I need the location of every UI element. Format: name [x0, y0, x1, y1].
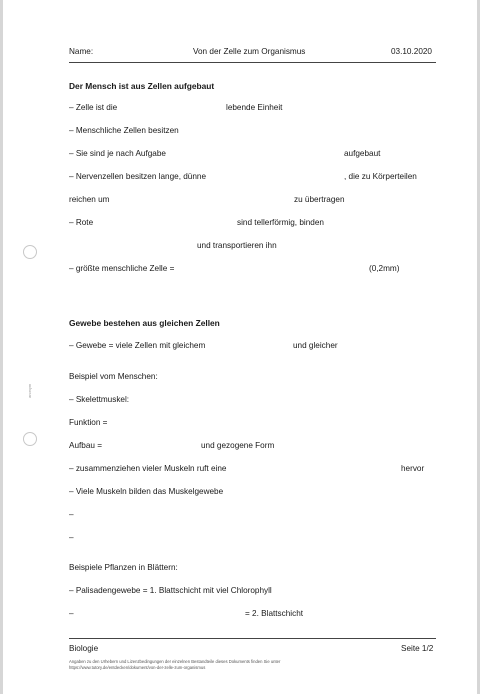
footer-page-number: Seite 1/2 [401, 644, 434, 653]
section1-heading: Der Mensch ist aus Zellen aufgebaut [69, 81, 215, 91]
s2-muscle-tissue: – Viele Muskeln bilden das Muskelgewebe [69, 487, 224, 496]
punch-hole-top [23, 245, 37, 259]
s2-structure-a: Aufbau = [69, 441, 103, 450]
s2-line1-a: – Gewebe = viele Zellen mit gleichem [69, 341, 206, 350]
s2-second-layer-b: = 2. Blattschicht [245, 609, 304, 618]
punch-hole-bottom [23, 432, 37, 446]
worksheet-date: 03.10.2020 [391, 47, 432, 56]
s1-line1-a: – Zelle ist die [69, 103, 118, 112]
s2-second-layer-a: – [69, 609, 74, 618]
side-label: anonym [27, 383, 32, 398]
s2-palisade: – Palisadengewebe = 1. Blattschicht mit viel Chlorophyll [69, 586, 272, 595]
s2-structure-b: und gezogene Form [201, 441, 275, 450]
s1-line4-a: – Nervenzellen besitzen lange, dünne [69, 172, 207, 181]
s2-skeletal-muscle: – Skelettmuskel: [69, 395, 130, 404]
s2-line1-b: und gleicher [293, 341, 338, 350]
header-rule [69, 62, 436, 63]
s1-line5-a: reichen um [69, 195, 110, 204]
s2-dash-1: – [69, 510, 74, 519]
footer-credits-link[interactable]: https://www.tutory.de/entdecken/dokument/von-der-zelle-zum-organismus [69, 665, 206, 670]
name-label: Name: [69, 47, 94, 56]
example-plants-label: Beispiele Pflanzen in Blättern: [69, 563, 178, 572]
s1-line8-b: (0,2mm) [369, 264, 400, 273]
s1-line1-b: lebende Einheit [226, 103, 283, 112]
footer-rule [69, 638, 436, 639]
s1-line6-a: – Rote [69, 218, 94, 227]
worksheet-page [3, 0, 477, 694]
s1-line5-b: zu übertragen [294, 195, 345, 204]
footer-credits-line1: Angaben zu den Urhebern und Lizenzbedingungen der einzelnen Bestandteile dieses Dokuments finden Sie unter [69, 659, 281, 664]
section2-heading: Gewebe bestehen aus gleichen Zellen [69, 318, 220, 328]
s1-line3-b: aufgebaut [344, 149, 381, 158]
s1-line3-a: – Sie sind je nach Aufgabe [69, 149, 166, 158]
s2-contract-b: hervor [401, 464, 425, 473]
s1-line7: und transportieren ihn [197, 241, 277, 250]
example-humans-label: Beispiel vom Menschen: [69, 372, 158, 381]
s1-line6-b: sind tellerförmig, binden [237, 218, 324, 227]
footer-subject: Biologie [69, 644, 99, 653]
s2-contract-a: – zusammenziehen vieler Muskeln ruft eine [69, 464, 227, 473]
s2-dash-2: – [69, 533, 74, 542]
worksheet-title: Von der Zelle zum Organismus [193, 47, 306, 56]
s1-line2: – Menschliche Zellen besitzen [69, 126, 179, 135]
s2-function: Funktion = [69, 418, 108, 427]
s1-line4-b: , die zu Körperteilen [344, 172, 417, 181]
s1-line8-a: – größte menschliche Zelle = [69, 264, 175, 273]
